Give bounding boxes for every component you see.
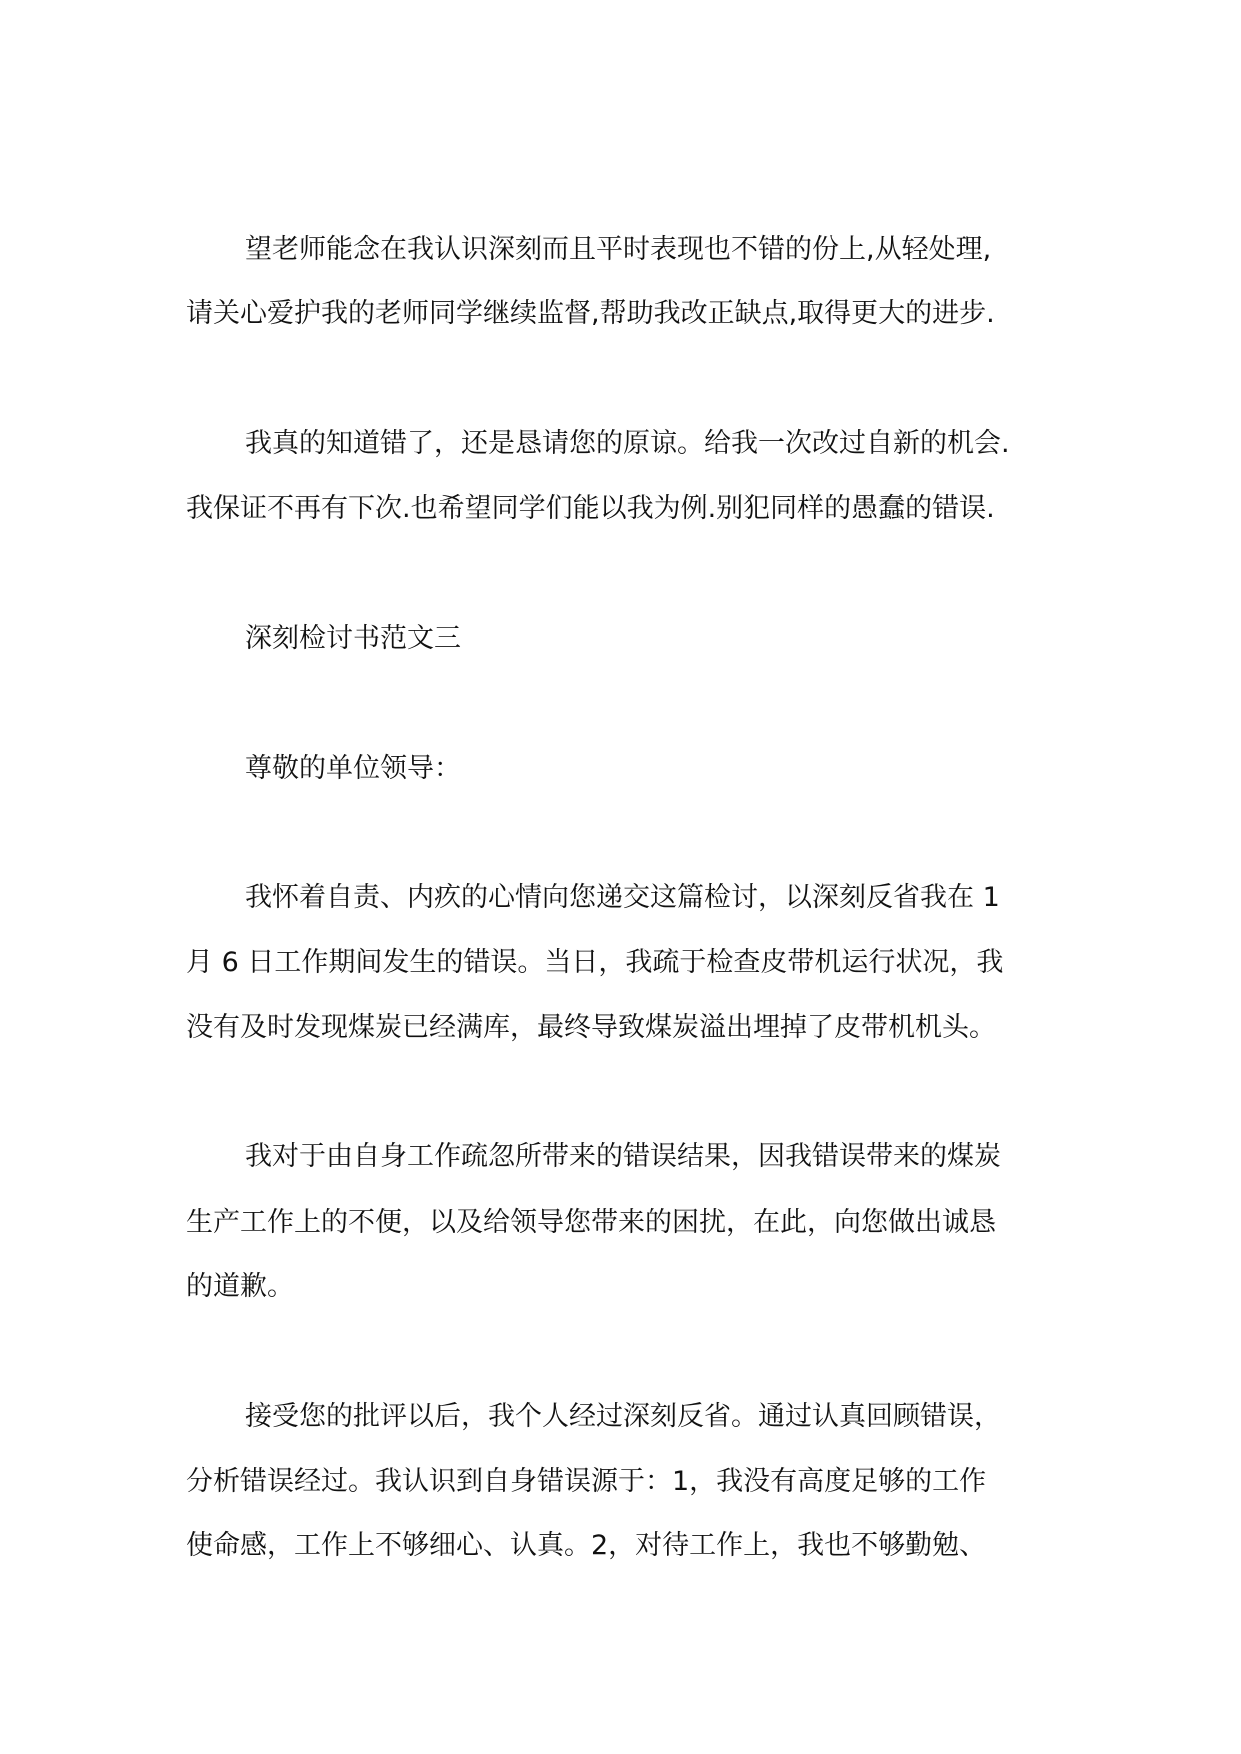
paragraph-1-line-1: 望老师能念在我认识深刻而且平时表现也不错的份上,从轻处理, (245, 234, 992, 265)
paragraph-4-line-3: 的道歉。 (186, 1271, 294, 1302)
paragraph-5-line-1: 接受您的批评以后，我个人经过深刻反省。通过认真回顾错误， (245, 1401, 1001, 1432)
paragraph-5-line-3: 使命感，工作上不够细心、认真。2，对待工作上，我也不够勤勉、 (186, 1530, 987, 1561)
paragraph-3-line-3: 没有及时发现煤炭已经满库，最终导致煤炭溢出埋掉了皮带机机头。 (186, 1012, 996, 1043)
paragraph-4-line-2: 生产工作上的不便，以及给领导您带来的困扰，在此，向您做出诚恳 (186, 1207, 996, 1238)
paragraph-3-line-2: 月 6 日工作期间发生的错误。当日，我疏于检查皮带机运行状况，我 (186, 947, 1004, 978)
paragraph-4-line-1: 我对于由自身工作疏忽所带来的错误结果，因我错误带来的煤炭 (245, 1141, 1001, 1172)
paragraph-2-line-2: 我保证不再有下次.也希望同学们能以我为例.别犯同样的愚蠢的错误. (186, 493, 995, 524)
section-heading: 深刻检讨书范文三 (245, 623, 461, 654)
paragraph-2-line-1: 我真的知道错了，还是恳请您的原谅。给我一次改过自新的机会. (245, 428, 1010, 459)
paragraph-3-line-1: 我怀着自责、内疚的心情向您递交这篇检讨，以深刻反省我在 1 (245, 882, 1000, 913)
salutation: 尊敬的单位领导： (245, 753, 461, 784)
paragraph-1-line-2: 请关心爱护我的老师同学继续监督,帮助我改正缺点,取得更大的进步. (186, 298, 995, 329)
paragraph-5-line-2: 分析错误经过。我认识到自身错误源于：1，我没有高度足够的工作 (186, 1466, 987, 1497)
